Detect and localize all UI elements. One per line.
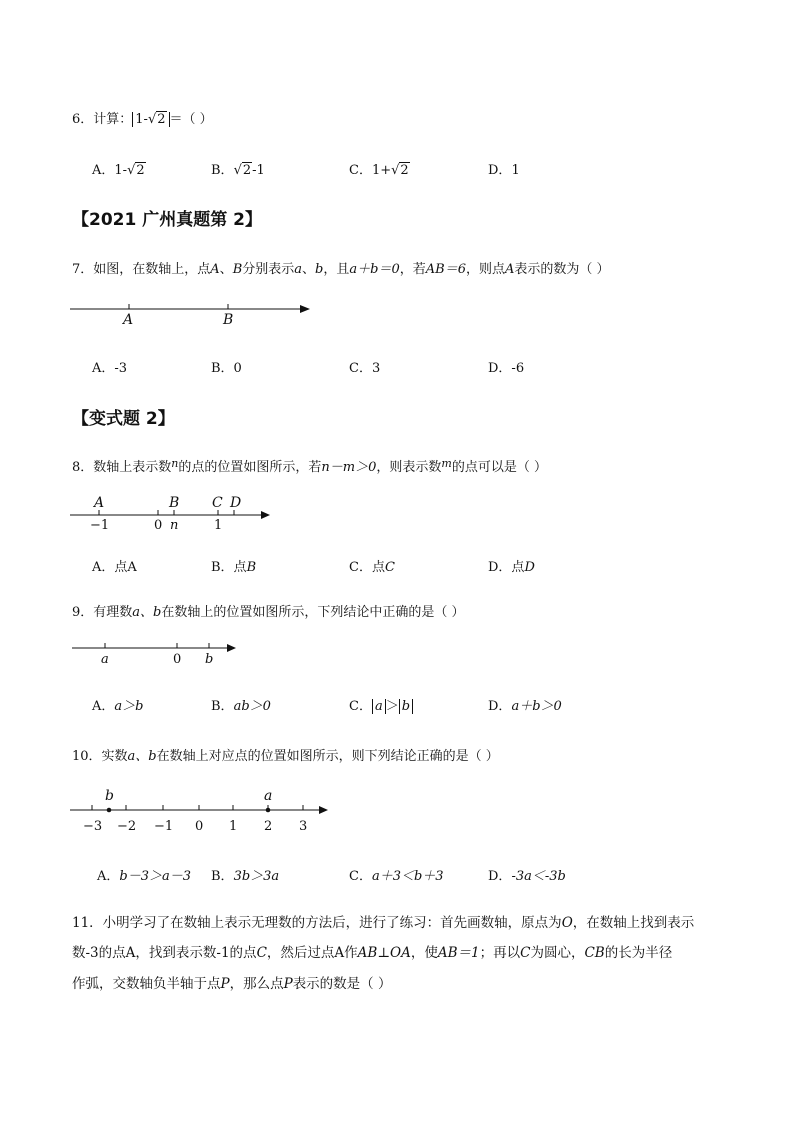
q9-option-b[interactable]: B．ab＞0	[211, 699, 271, 714]
q8-tick-1: 1	[214, 518, 223, 533]
q10-tick-label-2: 2	[264, 819, 273, 834]
q8-option-c[interactable]: C．点C	[349, 560, 395, 575]
q8-tick-minus1: −1	[90, 518, 110, 533]
q10-tick-label-0: 0	[195, 819, 204, 834]
q8-stem: 8．数轴上表示数$^n$的点的位置如图所示，若n－m＞0，则表示数$^m$的点可以是（ ）	[72, 457, 547, 475]
q6-abs-expr: 1-√2	[132, 112, 169, 127]
q9-number-line	[72, 638, 247, 666]
q10-axis-label-a: a	[264, 788, 273, 804]
q8-axis-label-a: A	[94, 495, 105, 511]
q10-stem: 10．实数a、b在数轴上对应点的位置如图所示，则下列结论正确的是（ ）	[72, 749, 499, 764]
sqrt-icon: √	[233, 163, 242, 178]
q10-option-b[interactable]: B．3b＞3a	[211, 869, 280, 884]
q10-tick-label-1: 1	[229, 819, 238, 834]
q7-axis-label-b: B	[223, 312, 234, 328]
q10-ticks	[92, 805, 303, 810]
q10-tick-label-3: 3	[299, 819, 308, 834]
sqrt-icon: √	[147, 112, 157, 127]
q6-option-c[interactable]: C．1+√2	[349, 163, 409, 178]
q6-option-a[interactable]: A．1-√2	[92, 163, 145, 178]
sqrt-icon: √	[391, 163, 400, 178]
q10-point-a	[266, 808, 271, 813]
q8-axis-label-c: C	[212, 495, 223, 511]
q8-tick-n: n	[170, 518, 179, 533]
q9-axis-label-0: 0	[173, 652, 182, 666]
q6-stem: 6．计算： 1-√2 ＝（ ）	[72, 112, 213, 127]
q9-option-a[interactable]: A．a＞b	[92, 699, 144, 714]
q8-number-line	[70, 494, 280, 536]
q11-line-2: 数-3的点A，找到表示数-1的点C，然后过点A作AB⊥OA，使AB＝1；再以C为圆心，CB的长为半径	[72, 945, 673, 961]
q6-option-b[interactable]: B．√2-1	[211, 163, 265, 178]
q7-axis-label-a: A	[123, 312, 134, 328]
q10-axis-label-b: b	[105, 788, 114, 804]
arrow-right-icon	[227, 644, 236, 652]
q10-tick-label-m1: −1	[154, 819, 174, 834]
q10-tick-label-m3: −3	[83, 819, 103, 834]
q7-option-d[interactable]: D．-6	[488, 361, 525, 376]
q9-axis-label-a: a	[101, 652, 109, 666]
q10-point-b	[107, 808, 112, 813]
section-heading-variant: 【变式题 2】	[72, 409, 175, 429]
q10-number-line	[70, 786, 340, 836]
q7-option-b[interactable]: B．0	[211, 361, 242, 376]
q10-tick-label-m2: −2	[117, 819, 137, 834]
q7-option-c[interactable]: C．3	[349, 361, 381, 376]
q9-option-c[interactable]: C． a ＞ b	[349, 695, 413, 714]
section-heading-2021: 【2021 广州真题第 2】	[72, 210, 262, 230]
arrow-right-icon	[319, 806, 328, 814]
q8-option-a[interactable]: A．点A	[92, 560, 137, 575]
q7-stem: 7．如图，在数轴上，点A、B分别表示a、b，且a＋b＝0，若AB＝6，则点A表示的数为（ ）	[72, 262, 610, 277]
q11-line-3: 作弧，交数轴负半轴于点P，那么点P表示的数是（ ）	[72, 976, 392, 992]
q11-line-1: 11．小明学习了在数轴上表示无理数的方法后，进行了练习：首先画数轴，原点为O，在数轴上找到表示	[72, 915, 695, 931]
q8-option-b[interactable]: B．点B	[211, 560, 257, 575]
q7-option-a[interactable]: A．-3	[92, 361, 128, 376]
q10-option-c[interactable]: C．a＋3＜b＋3	[349, 869, 444, 884]
q8-option-d[interactable]: D．点D	[488, 560, 535, 575]
q9-option-d[interactable]: D．a＋b＞0	[488, 699, 562, 714]
q10-option-d[interactable]: D．-3a＜-3b	[488, 869, 566, 884]
q8-tick-0: 0	[154, 518, 163, 533]
q9-axis-label-b: b	[205, 652, 214, 666]
sqrt-icon: √	[127, 163, 136, 178]
q8-axis-label-d: D	[230, 495, 242, 511]
q9-stem: 9．有理数a、b在数轴上的位置如图所示，下列结论中正确的是（ ）	[72, 605, 465, 620]
arrow-right-icon	[261, 511, 270, 519]
arrow-right-icon	[300, 305, 310, 313]
q10-option-a[interactable]: A．b－3＞a－3	[97, 869, 192, 884]
q6-option-d[interactable]: D．1	[488, 163, 520, 178]
q8-axis-label-b: B	[169, 495, 180, 511]
q7-number-line	[70, 296, 315, 330]
